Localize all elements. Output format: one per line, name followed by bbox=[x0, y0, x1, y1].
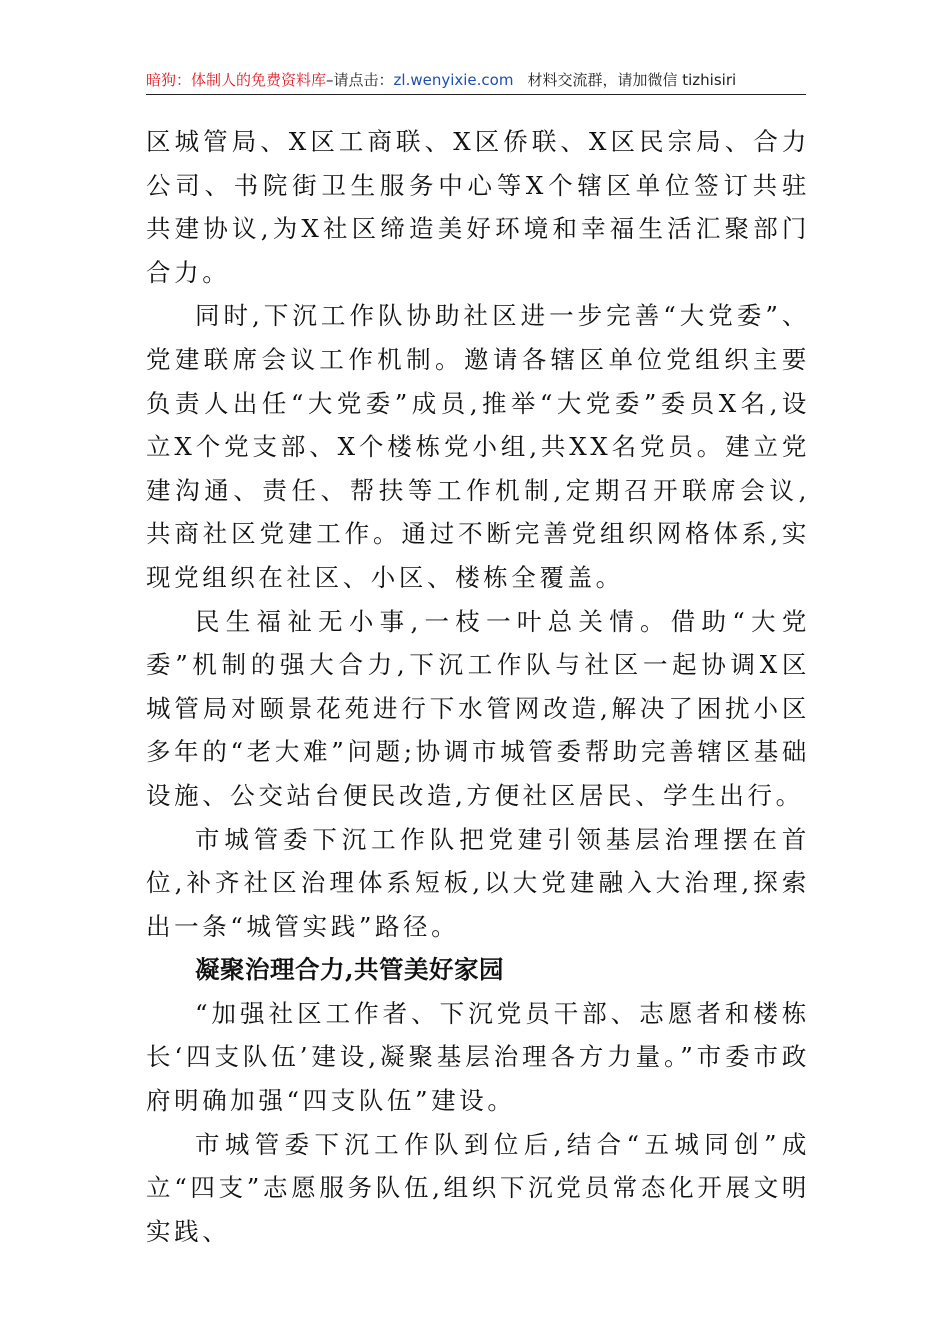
paragraph: 市城管委下沉工作队到位后,结合“五城同创”成立“四支”志愿服务队伍,组织下沉党员常态化开展文明实践、 bbox=[146, 1129, 810, 1246]
section-heading: 凝聚治理合力,共管美好家园 bbox=[195, 955, 505, 985]
header-contact: 材料交流群，请加微信 tizhisiri bbox=[527, 71, 737, 89]
paragraph-continued: 区城管局、X区工商联、X区侨联、X区民宗局、合力公司、书院街卫生服务中心等X个辖区单位签订共驻共建协议,为X社区缔造美好环境和幸福生活汇聚部门合力。 bbox=[146, 127, 810, 287]
paragraph: 民生福祉无小事,一枝一叶总关情。借助“大党委”机制的强大合力,下沉工作队与社区一起协调X区城管局对颐景花苑进行下水管网改造,解决了困扰小区多年的“老大难”问题;协调市城管委帮助完善辖区基础设施、公交站台便民改造,方便社区居民、学生出行。 bbox=[146, 606, 810, 810]
page-header bbox=[146, 66, 806, 95]
paragraph: 同时,下沉工作队协助社区进一步完善“大党委”、党建联席会议工作机制。邀请各辖区单位党组织主要负责人出任“大党委”成员,推举“大党委”委员X名,设立X个党支部、X个楼栋党小组,共XX名党员。建立党建沟通、责任、帮扶等工作机制,定期召开联席会议,共商社区党建工作。通过不断完善党组织网格体系,实现党组织在社区、小区、楼栋全覆盖。 bbox=[146, 301, 810, 592]
header-url-link[interactable]: zl.wenyixie.com bbox=[393, 71, 514, 89]
document-body bbox=[146, 120, 810, 1253]
header-click-prompt: –请点击： bbox=[326, 71, 394, 89]
header-site-name: 暗狗：体制人的免费资料库 bbox=[146, 71, 327, 89]
paragraph: “加强社区工作者、下沉党员干部、志愿者和楼栋长‘四支队伍’建设,凝聚基层治理各方力量。”市委市政府明确加强“四支队伍”建设。 bbox=[146, 998, 810, 1116]
paragraph: 市城管委下沉工作队把党建引领基层治理摆在首位,补齐社区治理体系短板,以大党建融入大治理,探索出一条“城管实践”路径。 bbox=[146, 824, 810, 941]
